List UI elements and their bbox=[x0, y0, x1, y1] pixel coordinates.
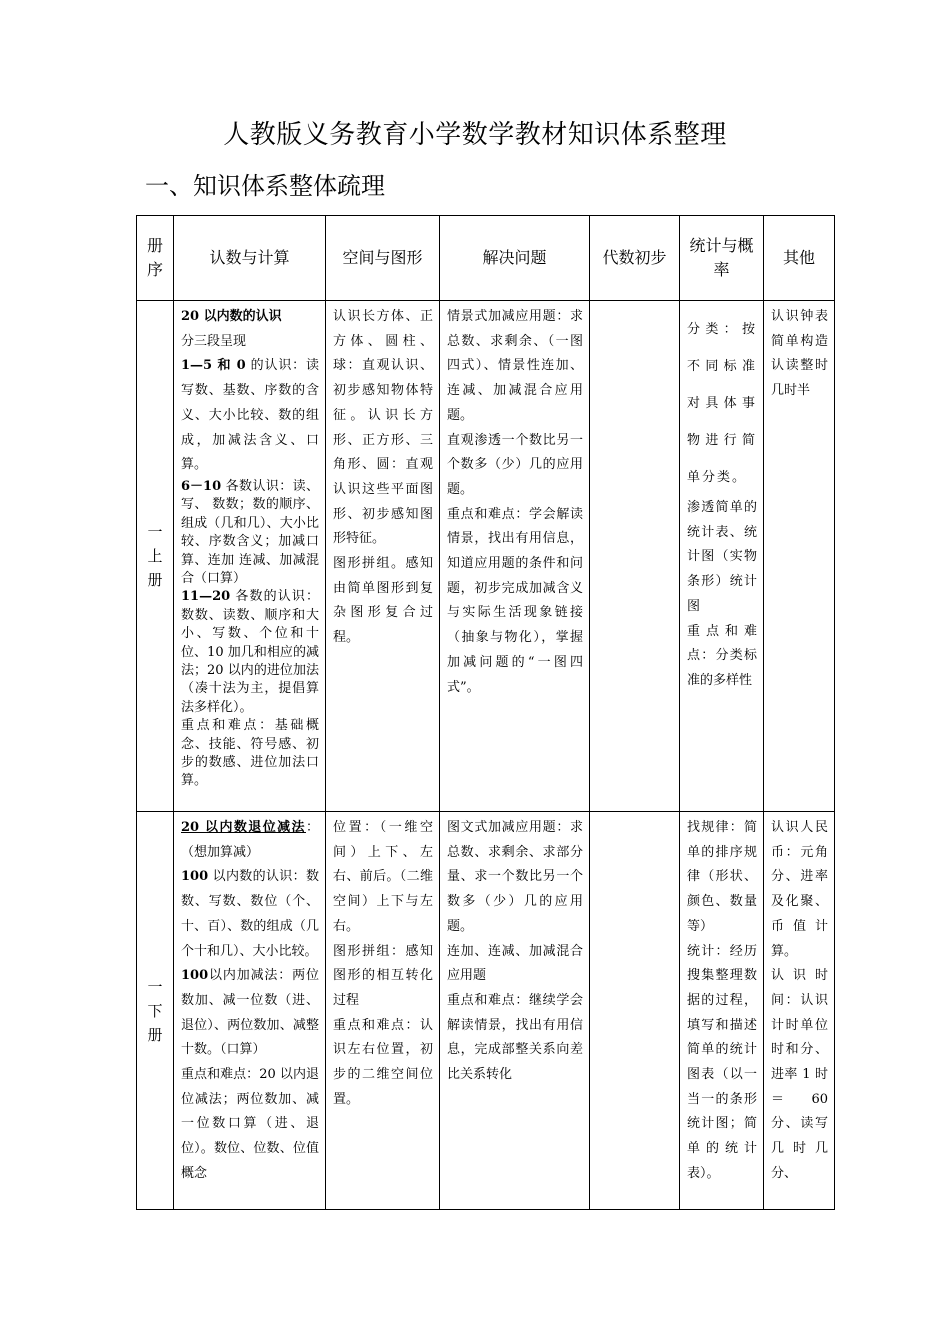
stats-text: 找规律：简单的排序规律（形状、颜色、数量等） bbox=[687, 820, 757, 934]
numbers-cell bbox=[174, 301, 326, 812]
other-text: 认识人民币：元角分、进率及化聚、币值计算。 bbox=[771, 820, 828, 959]
problems-text: 连加、连减、加减混合应用题 bbox=[447, 943, 583, 984]
stats-text: 重点和难点：分类标准的多样性 bbox=[687, 623, 757, 688]
numbers-text: 6－10 各数认识：读、写、 数数；数的顺序、组成（几和几）、大小比较、序数含义；加减口算、连加 连减、加减混合（口算） bbox=[181, 478, 319, 586]
header-algebra: 代数初步 bbox=[590, 216, 680, 301]
numbers-text: 重点和难点：基础概念、技能、符号感、初步的数感、进位加法口算。 bbox=[181, 718, 319, 789]
table-row bbox=[137, 812, 835, 1210]
space-text: 认识长方体、正方体、圆柱、球：直观认识、初步感知物体特征。认识长方形、正方形、三角形、圆：直观认识这些平面图形、初步感知图形特征。 bbox=[333, 309, 433, 547]
other-text: 认识时间：认识计时单位时和分、进率 1 时＝60 分、读写几时几分、 bbox=[771, 968, 828, 1181]
header-other: 其他 bbox=[764, 216, 835, 301]
numbers-text: 100 以内数的认识：数数、写数、数位（个、十、百）、数的组成（几个十和几）、大小比较。 bbox=[181, 869, 319, 959]
knowledge-table bbox=[136, 215, 835, 1210]
numbers-text: 重点和难点：20 以内退位减法；两位数加、减一位数口算（进、退位）。数位、位数、位值概念 bbox=[181, 1067, 319, 1181]
problems-cell bbox=[440, 301, 590, 812]
space-text: 位置：（一维空间）上下、左右、前后。（二维空间）上下与左右。 bbox=[333, 820, 433, 934]
volume-cell: 一下册 bbox=[137, 812, 174, 1210]
numbers-text: 100以内加减法：两位数加、减一位数（进、退位）、两位数加、减整十数。（口算） bbox=[181, 968, 319, 1058]
algebra-cell bbox=[590, 812, 680, 1210]
problems-text: 重点和难点：学会解读情景，找出有用信息，知道应用题的条件和问题，初步完成加减含义与实际生活现象链接（抽象与物化），掌握加减问题的“一图四式”。 bbox=[447, 506, 583, 695]
other-cell bbox=[764, 812, 835, 1210]
header-stats: 统计与概率 bbox=[680, 216, 764, 301]
space-text: 重点和难点：认识左右位置，初步的二维空间位置。 bbox=[333, 1017, 433, 1107]
space-cell bbox=[326, 301, 440, 812]
numbers-text: 20 以内数退位减法：（想加算减） bbox=[181, 820, 319, 860]
space-text: 图形拼组：感知图形的相互转化过程 bbox=[333, 943, 433, 1008]
header-volume: 册序 bbox=[137, 216, 174, 301]
header-numbers: 认数与计算 bbox=[174, 216, 326, 301]
section-heading: 一、知识体系整体疏理 bbox=[145, 172, 385, 200]
numbers-text: 1—5 和 0 的认识：读写数、基数、序数的含义、大小比较、数的组成，加减法含义、口算。 bbox=[181, 358, 319, 473]
problems-text: 直观渗透一个数比另一个数多（少）几的应用题。 bbox=[447, 432, 583, 497]
other-cell bbox=[764, 301, 835, 812]
table-row bbox=[137, 301, 835, 812]
space-cell bbox=[326, 812, 440, 1210]
header-space: 空间与图形 bbox=[326, 216, 440, 301]
problems-text: 图文式加减应用题：求总数、求剩余、求部分量、求一个数比另一个数多（少）几的应用题。 bbox=[447, 820, 583, 934]
document-title: 人教版义务教育小学数学教材知识体系整理 bbox=[223, 120, 727, 150]
algebra-cell bbox=[590, 301, 680, 812]
problems-text: 情景式加减应用题：求总数、求剩余、（一图四式）、情景性连加、连减、加减混合应用题。 bbox=[447, 309, 583, 423]
volume-cell: 一上册 bbox=[137, 301, 174, 812]
stats-cell bbox=[680, 812, 764, 1210]
problems-cell bbox=[440, 812, 590, 1210]
numbers-text: 20 以内数的认识 bbox=[181, 309, 282, 324]
stats-text: 渗透简单的统计表、统计图（实物条形）统计图 bbox=[687, 500, 757, 614]
space-text: 图形拼组。感知由简单图形到复杂图形复合过程。 bbox=[333, 556, 433, 646]
stats-cell bbox=[680, 301, 764, 812]
header-problems: 解决问题 bbox=[440, 216, 590, 301]
numbers-text: 分三段呈现 bbox=[181, 333, 247, 349]
problems-text: 重点和难点：继续学会解读情景，找出有用信息，完成部整关系向差比关系转化 bbox=[447, 992, 583, 1083]
stats-text: 分类：按不同标准对具体事物进行简单分类。 bbox=[687, 322, 757, 485]
numbers-text: 11—20 各数的认识：数数、读数、顺序和大小、写数、个位和十位、10 加几和相应的减法；20 以内的进位加法（凑十法为主，提倡算法多样化）。 bbox=[181, 589, 319, 715]
numbers-cell bbox=[174, 812, 326, 1210]
stats-text: 统计：经历搜集整理数据的过程，填写和描述简单的统计图表（以一当一的条形统计图；简单的统计表）。 bbox=[687, 943, 757, 1181]
table-header-row bbox=[137, 216, 835, 301]
other-text: 认识钟表简单构造认读整时几时半 bbox=[771, 309, 828, 399]
